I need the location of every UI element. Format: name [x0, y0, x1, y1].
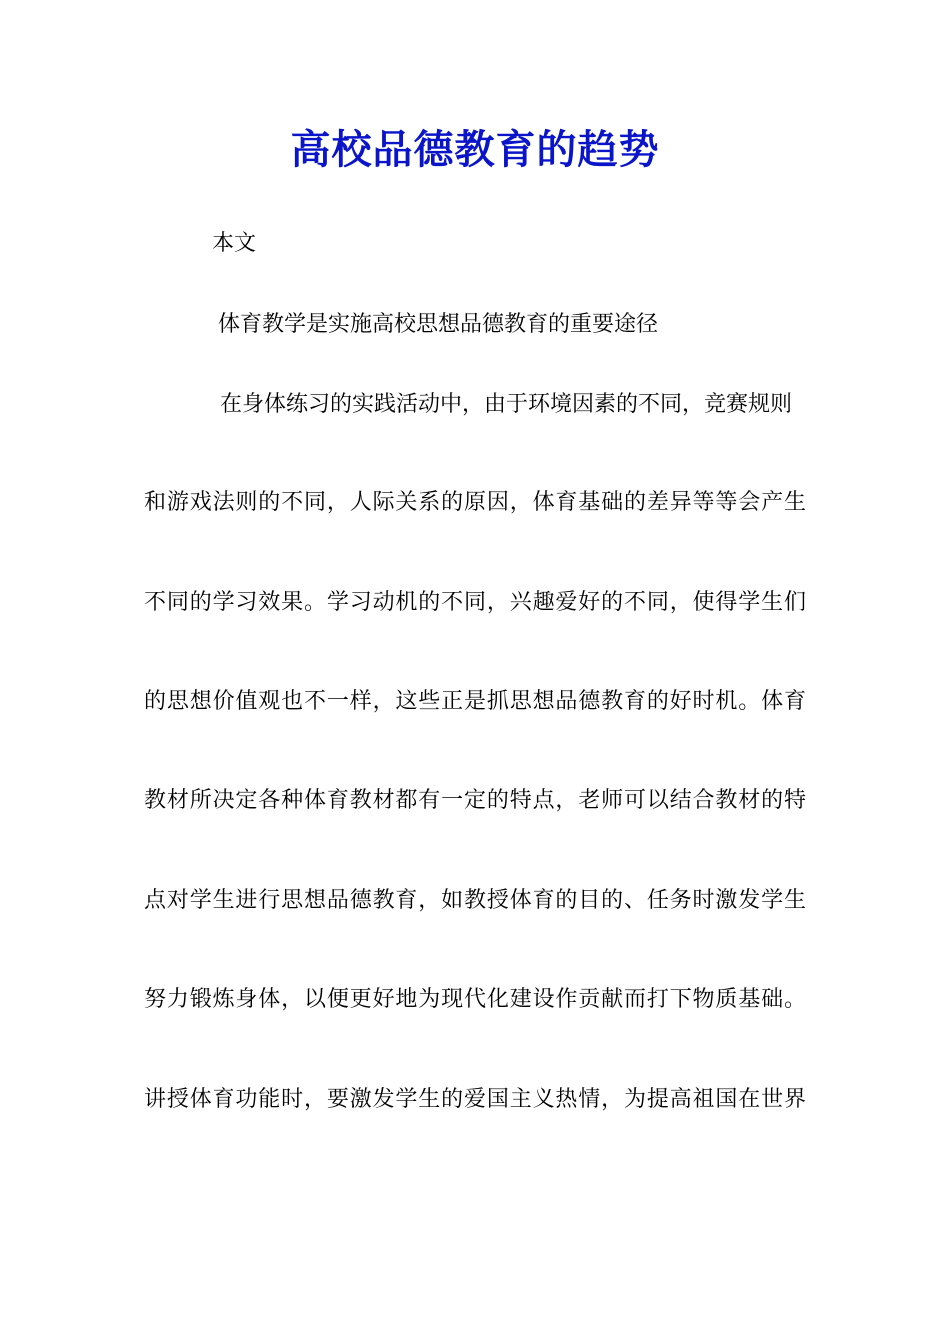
paragraph-line: 的思想价值观也不一样，这些正是抓思想品德教育的好时机。体育 [144, 689, 806, 714]
paragraph-line: 教材所决定各种体育教材都有一定的特点，老师可以结合教材的特 [144, 788, 806, 813]
paragraph-line: 讲授体育功能时，要激发学生的爱国主义热情，为提高祖国在世界 [144, 1087, 806, 1112]
paragraph-line: 点对学生进行思想品德教育，如教授体育的目的、任务时激发学生 [144, 888, 806, 913]
paragraph-line: 不同的学习效果。学习动机的不同，兴趣爱好的不同，使得学生们 [144, 590, 806, 615]
paragraph-line: 努力锻炼身体，以便更好地为现代化建设作贡献而打下物质基础。 [144, 987, 806, 1012]
paragraph-line: 在身体练习的实践活动中，由于环境因素的不同，竞赛规则 [220, 392, 793, 417]
paragraph-line: 和游戏法则的不同，人际关系的原因，体育基础的差异等等会产生 [144, 490, 806, 515]
document-title: 高校品德教育的趋势 [290, 126, 660, 173]
section-subheading: 体育教学是实施高校思想品德教育的重要途径 [218, 312, 659, 337]
section-label: 本文 [212, 231, 257, 256]
